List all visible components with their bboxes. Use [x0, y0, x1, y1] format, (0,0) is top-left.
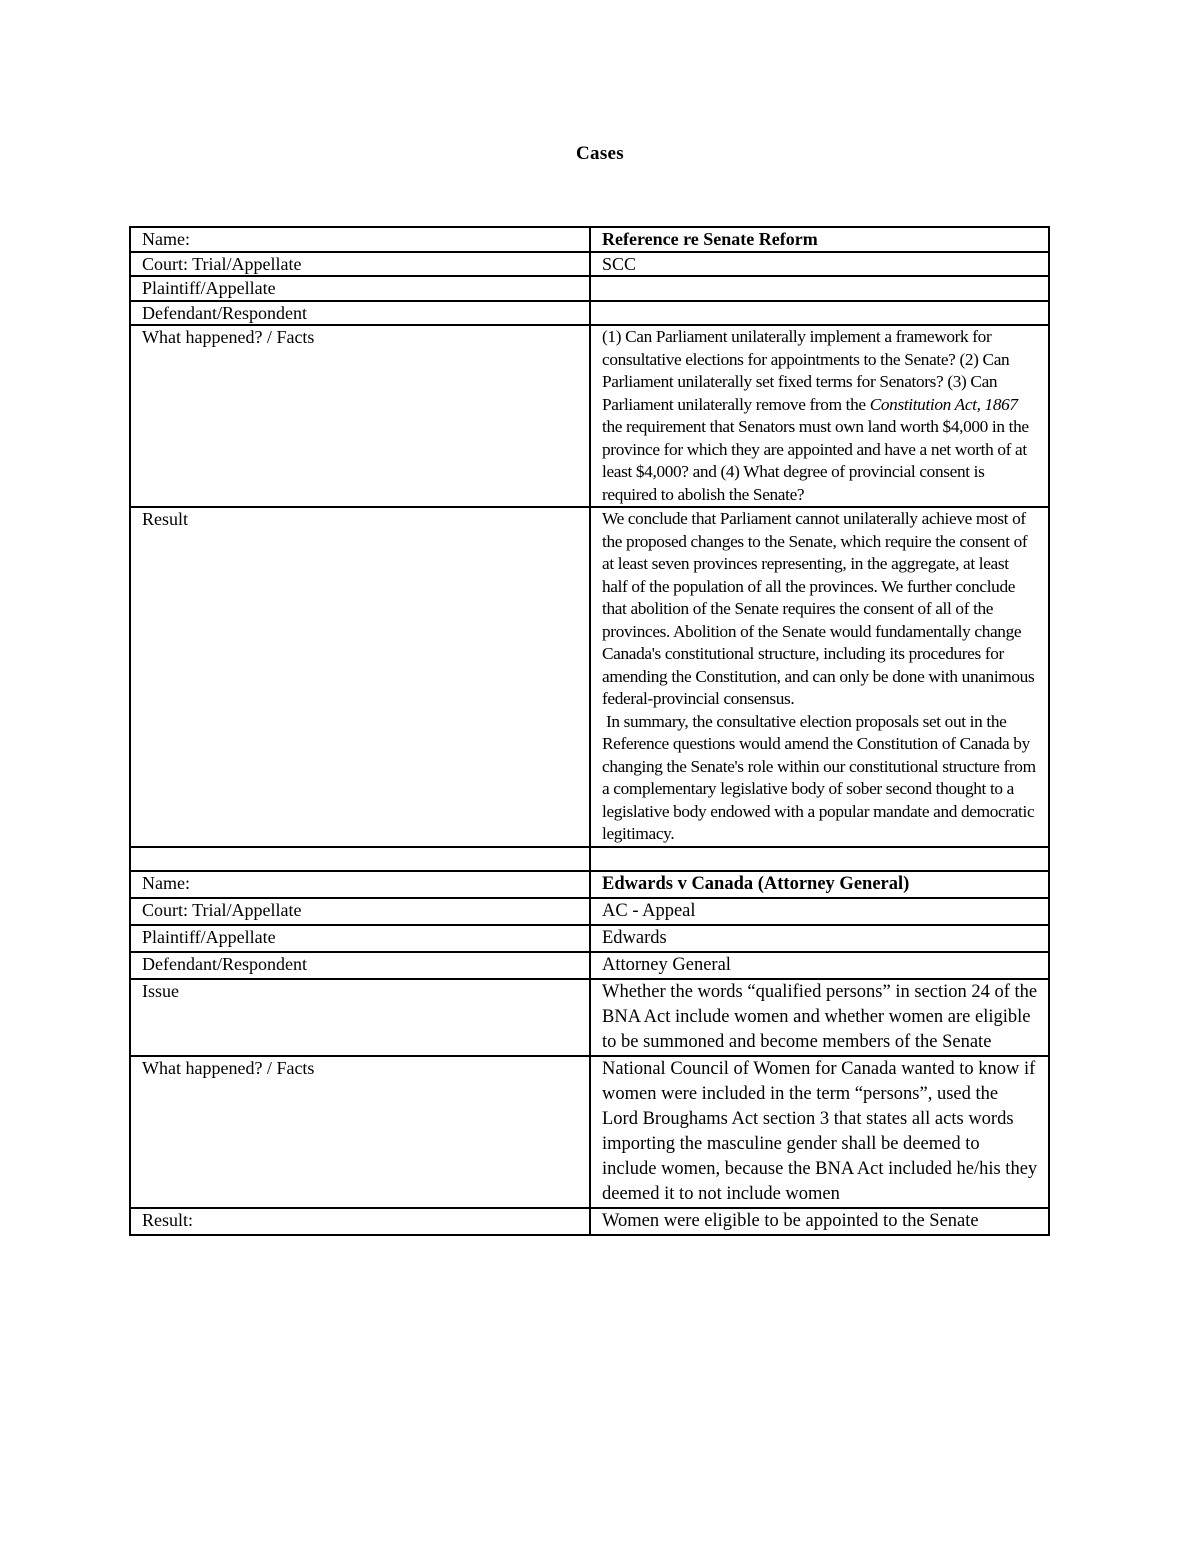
case1-facts-text-1: (1) Can Parliament unilaterally implement a framework for consultative elections for appointments to the Senate? (2) Can Parliament unilaterally set fixed terms for Senators? (3) Can Parliament unilaterally remove from the — [602, 327, 1010, 414]
table-row — [130, 276, 1049, 301]
page-title: Cases — [576, 143, 624, 164]
case1-facts-italic: Constitution Act, 1867 — [869, 394, 1018, 414]
case2-facts-value: National Council of Women for Canada wanted to know if women were included in the term “persons”, used the Lord Broughams Act section 3 that states all acts words importing the masculine gender shall be deemed to include women, because the BNA Act included he/his they deemed it to not include women — [590, 1056, 1049, 1208]
table-row — [130, 507, 1049, 847]
cases-table — [129, 226, 1050, 1236]
case2-court-label: Court: Trial/Appellate — [130, 898, 590, 925]
case1-facts-value — [590, 325, 1049, 507]
table-row — [130, 1056, 1049, 1208]
case1-result-paragraph-1: We conclude that Parliament cannot unilaterally achieve most of the proposed changes to the Senate, which require the consent of at least seven provinces representing, in the aggregate, at least half of the population of all the provinces. We further conclude that abolition of the Senate requires the consent of all of the provinces. Abolition of the Senate would fundamentally change Canada's constitutional structure, including its procedures for amending the Constitution, and can only be done with unanimous federal-provincial consensus. — [602, 509, 1035, 708]
table-row — [130, 227, 1049, 252]
separator-cell — [590, 847, 1049, 871]
table-row — [130, 952, 1049, 979]
case2-result-value: Women were eligible to be appointed to the Senate — [590, 1208, 1049, 1235]
case2-name-value: Edwards v Canada (Attorney General) — [590, 871, 1049, 898]
case1-facts-label: What happened? / Facts — [130, 325, 590, 507]
case2-issue-value: Whether the words “qualified persons” in section 24 of the BNA Act include women and whether women are eligible to be summoned and become members of the Senate — [590, 979, 1049, 1056]
case2-issue-label: Issue — [130, 979, 590, 1056]
table-row — [130, 871, 1049, 898]
case2-name-label: Name: — [130, 871, 590, 898]
table-row — [130, 325, 1049, 507]
case1-result-value — [590, 507, 1049, 847]
case1-facts-text-2: the requirement that Senators must own land worth $4,000 in the province for which they are appointed and have a net worth of at least $4,000? and (4) What degree of provincial consent is required to abolish the Senate? — [602, 417, 1029, 504]
separator-cell — [130, 847, 590, 871]
case1-defendant-label: Defendant/Respondent — [130, 301, 590, 326]
table-row-separator — [130, 847, 1049, 871]
table-row — [130, 925, 1049, 952]
case2-result-label: Result: — [130, 1208, 590, 1235]
table-row — [130, 898, 1049, 925]
case2-plaintiff-value: Edwards — [590, 925, 1049, 952]
case1-result-paragraph-2: In summary, the consultative election proposals set out in the Reference questions would amend the Constitution of Canada by changing the Senate's role within our constitutional structure from a complementary legislative body of sober second thought to a legislative body endowed with a popular mandate and democratic legitimacy. — [602, 711, 1040, 843]
case2-facts-label: What happened? / Facts — [130, 1056, 590, 1208]
case2-plaintiff-label: Plaintiff/Appellate — [130, 925, 590, 952]
table-row — [130, 301, 1049, 326]
case1-plaintiff-value — [590, 276, 1049, 301]
table-row — [130, 252, 1049, 277]
table-row — [130, 1208, 1049, 1235]
case1-plaintiff-label: Plaintiff/Appellate — [130, 276, 590, 301]
case1-result-label: Result — [130, 507, 590, 847]
case1-name-value: Reference re Senate Reform — [590, 227, 1049, 252]
case1-defendant-value — [590, 301, 1049, 326]
case1-court-value: SCC — [590, 252, 1049, 277]
case1-court-label: Court: Trial/Appellate — [130, 252, 590, 277]
case2-defendant-label: Defendant/Respondent — [130, 952, 590, 979]
table-row — [130, 979, 1049, 1056]
case2-court-value: AC - Appeal — [590, 898, 1049, 925]
case1-name-label: Name: — [130, 227, 590, 252]
case2-defendant-value: Attorney General — [590, 952, 1049, 979]
